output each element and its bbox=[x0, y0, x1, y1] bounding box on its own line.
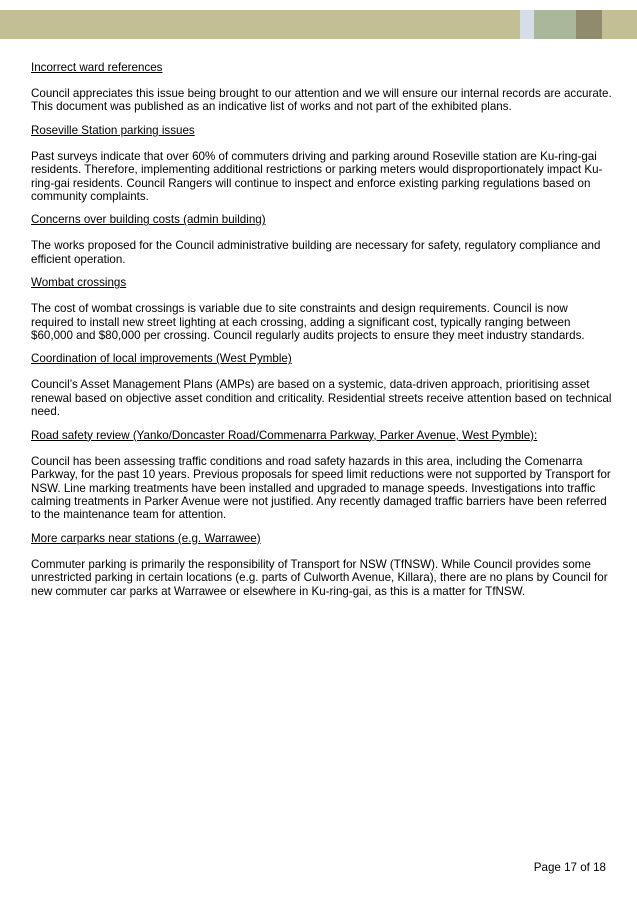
section-heading: Roseville Station parking issues bbox=[31, 123, 195, 137]
header-band-green-block bbox=[534, 10, 576, 39]
section-heading: Concerns over building costs (admin building) bbox=[31, 213, 266, 227]
page-number: Page 17 of 18 bbox=[533, 861, 606, 874]
section-paragraph: Commuter parking is primarily the responsibility of Transport for NSW (TfNSW). While Council provides some unrestricted parking in certain locations (e.g. parts of Culworth Avenue, Killara), there are no plans by Council for new commuter car parks at Warrawee or elsewhere in Ku-ring-gai, as this is a matter for TfNSW. bbox=[31, 557, 608, 598]
section-road-safety-review bbox=[31, 429, 613, 522]
section-roseville-station-parking bbox=[31, 124, 613, 204]
section-building-costs bbox=[31, 213, 613, 266]
section-heading: More carparks near stations (e.g. Warrawee) bbox=[31, 531, 261, 545]
section-paragraph: Council appreciates this issue being brought to our attention and we will ensure our internal records are accurate. This document was published as an indicative list of works and not part of the exhibited plans. bbox=[31, 87, 612, 114]
section-paragraph: Council has been assessing traffic conditions and road safety hazards in this area, including the Comenarra Parkway, for the past 10 years. Previous proposals for speed limit reductions were not supported by Transport for NSW. Line marking treatments have been installed and upgraded to manage speeds. Investigations into traffic calming treatments in Parker Avenue were not justified. Any recently damaged traffic barriers have been referred to the maintenance team for attention. bbox=[31, 454, 611, 522]
section-paragraph: Past surveys indicate that over 60% of commuters driving and parking around Roseville station are Ku-ring-gai residents. Therefore, implementing additional restrictions or parking meters would disproportionately impact Ku-ring-gai residents. Council Rangers will continue to inspect and enforce existing parking regulations based on community complaints. bbox=[31, 149, 603, 204]
header-band-blue-block bbox=[520, 10, 534, 39]
section-heading: Wombat crossings bbox=[31, 276, 127, 290]
section-wombat-crossings bbox=[31, 276, 613, 342]
header-band-gray-block bbox=[576, 10, 602, 39]
section-paragraph: The works proposed for the Council administrative building are necessary for safety, regulatory compliance and efficient operation. bbox=[31, 239, 601, 266]
header-band-main bbox=[0, 10, 520, 39]
section-paragraph: The cost of wombat crossings is variable due to site constraints and design requirements. Council is now required to install new street lighting at each crossing, adding a significant cost, typically ranging between $60,000 and $80,000 per crossing. Council regularly audits projects to ensure they meet industry standards. bbox=[31, 302, 585, 343]
section-carparks-near-stations bbox=[31, 532, 613, 598]
header-color-band bbox=[0, 10, 637, 39]
section-heading: Incorrect ward references bbox=[31, 61, 163, 74]
section-paragraph: Council’s Asset Management Plans (AMPs) are based on a systemic, data-driven approach, prioritising asset renewal based on objective asset condition and criticality. Residential streets receive attention based on technical need. bbox=[31, 378, 612, 419]
section-heading: Coordination of local improvements (West Pymble) bbox=[31, 352, 292, 366]
section-local-improvements bbox=[31, 352, 613, 418]
section-heading: Road safety review (Yanko/Doncaster Road/Commenarra Parkway, Parker Avenue, West Pymble): bbox=[31, 428, 538, 442]
header-band-end bbox=[602, 10, 637, 39]
section-incorrect-ward-references bbox=[31, 61, 613, 114]
document-body bbox=[31, 61, 613, 608]
